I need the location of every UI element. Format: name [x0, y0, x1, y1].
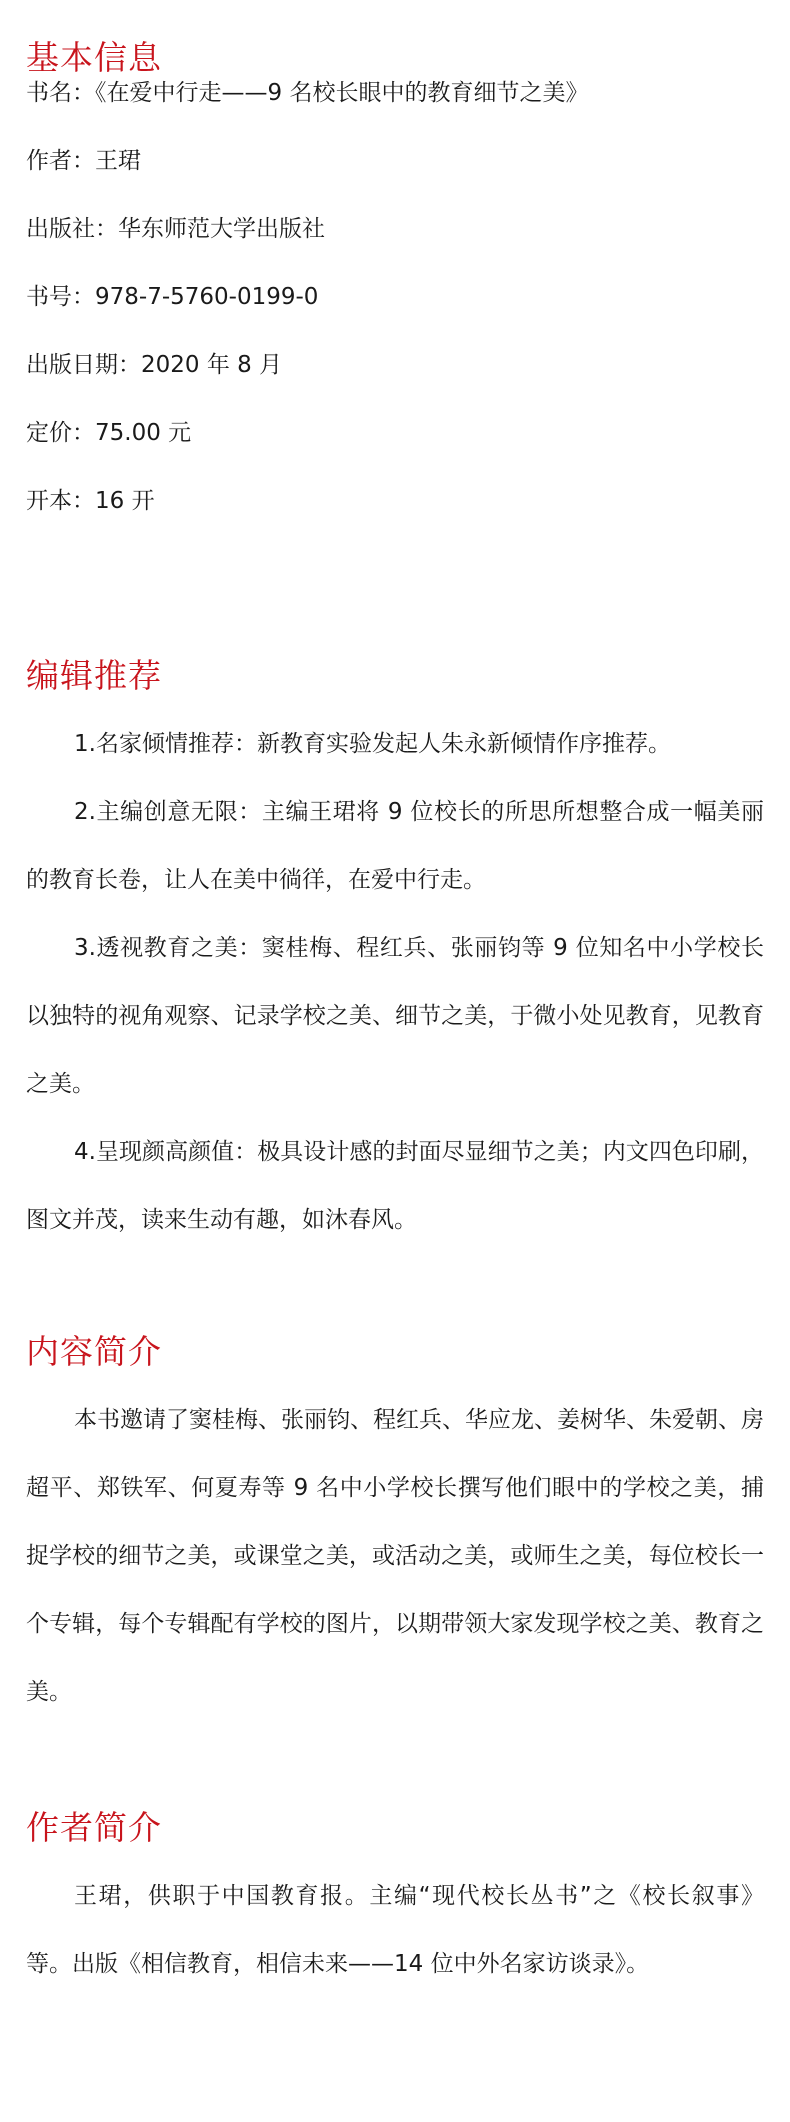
recommend-item: 2.主编创意无限：主编王珺将 9 位校长的所思所想整合成一幅美丽的教育长卷，让人在美中徜徉，在爱中行走。 [26, 799, 764, 893]
editor-recommend-section [26, 656, 764, 1254]
book-title-line: 书名：《在爱中行走——9 名校长眼中的教育细节之美》 [26, 80, 589, 106]
author-line: 作者：王珺 [26, 148, 141, 174]
recommend-item: 4.呈现颜高颜值：极具设计感的封面尽显细节之美；内文四色印刷，图文并茂，读来生动有趣，如沐春风。 [26, 1139, 764, 1233]
publisher-line: 出版社：华东师范大学出版社 [26, 216, 325, 242]
publish-date-line: 出版日期：2020 年 8 月 [26, 352, 283, 378]
basic-info-heading: 基本信息 [26, 38, 162, 77]
price-line: 定价：75.00 元 [26, 420, 192, 446]
content-intro-body [26, 1386, 764, 1726]
content-intro-section [26, 1332, 764, 1726]
author-intro-section [26, 1808, 764, 1998]
recommend-item: 1.名家倾情推荐：新教育实验发起人朱永新倾情作序推荐。 [74, 731, 671, 757]
isbn-line: 书号：978-7-5760-0199-0 [26, 284, 319, 310]
recommend-item: 3.透视教育之美：窦桂梅、程红兵、张丽钧等 9 位知名中小学校长以独特的视角观察、记录学校之美、细节之美，于微小处见教育，见教育之美。 [26, 935, 764, 1097]
basic-info-list [26, 78, 764, 516]
content-intro-heading: 内容简介 [26, 1332, 162, 1371]
editor-recommend-list [26, 710, 764, 1254]
content-intro-paragraph: 本书邀请了窦桂梅、张丽钧、程红兵、华应龙、姜树华、朱爱朝、房超平、郑铁军、何夏寿等 9 名中小学校长撰写他们眼中的学校之美，捕捉学校的细节之美，或课堂之美，或活动之美，或师生之美，每位校长一个专辑，每个专辑配有学校的图片，以期带领大家发现学校之美、教育之美。 [26, 1407, 764, 1705]
basic-info-section [26, 0, 764, 516]
editor-recommend-heading: 编辑推荐 [26, 656, 162, 695]
format-line: 开本：16 开 [26, 488, 155, 514]
author-intro-heading: 作者简介 [26, 1808, 162, 1847]
author-intro-paragraph: 王珺，供职于中国教育报。主编“现代校长丛书”之《校长叙事》等。出版《相信教育，相信未来——14 位中外名家访谈录》。 [26, 1883, 764, 1977]
author-intro-body [26, 1862, 764, 1998]
